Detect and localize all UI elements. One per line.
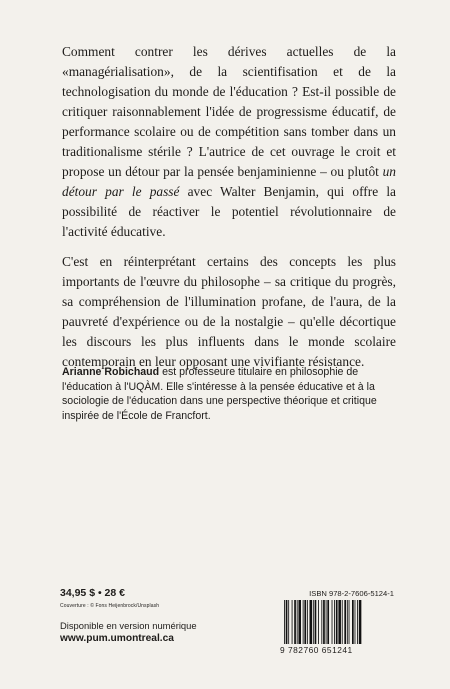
author-bio-text: est professeure titulaire en philosophie de l'éducation à l'UQÀM. Elle s'intéresse à la pensée éducative et à la sociologie de l'éducation dans une perspective théorique et critique inspirée de l'École de Francfort. <box>62 366 377 422</box>
barcode-bar <box>344 600 346 644</box>
barcode-bar <box>292 600 293 644</box>
author-bio <box>62 365 396 423</box>
barcode-icon <box>280 600 394 648</box>
barcode-bar <box>326 600 327 644</box>
barcode-bar <box>357 600 358 644</box>
blurb-text <box>62 42 396 372</box>
barcode-bar <box>321 600 322 644</box>
barcode-bar <box>294 600 296 644</box>
barcode-bar <box>303 600 304 644</box>
barcode-bar <box>284 600 285 644</box>
barcode-bar <box>307 600 308 644</box>
barcode-bar <box>359 600 362 644</box>
barcode-bar <box>338 600 341 644</box>
blurb-paragraph-2: C'est en réinterprétant certains des concepts les plus importants de l'œuvre du philosophe – sa critique du progrès, sa compréhension de l'illumination profane, de l'aura, de la pauvreté d'expérience ou de la nostalgie – qu'elle décortique les discours les plus influents dans le monde scolaire contemporain en leur opposant une vivifiante résistance. <box>62 254 396 369</box>
publisher-url: www.pum.umontreal.ca <box>60 632 174 644</box>
barcode-bar <box>336 600 338 644</box>
barcode-bar <box>297 600 298 644</box>
barcode-bar <box>288 600 289 644</box>
price: 34,95 $ • 28 € <box>60 587 125 599</box>
barcode-bar <box>334 600 335 644</box>
barcode-bar <box>286 600 288 644</box>
barcode-bar <box>332 600 333 644</box>
barcode-bar <box>323 600 325 644</box>
barcode-bar <box>327 600 329 644</box>
availability-text: Disponible en version numérique <box>60 620 197 631</box>
barcode-digits: 9 782760 651241 <box>280 645 353 655</box>
barcode-bar <box>352 600 354 644</box>
barcode-bar <box>349 600 350 644</box>
barcode-bar <box>315 600 317 644</box>
author-name: Arianne Robichaud <box>62 366 160 378</box>
isbn-label: ISBN 978-2-7606-5124-1 <box>309 589 394 598</box>
blurb-paragraph-1-end: avec Walter Benjamin, qui offre la possibilité de réactiver le potentiel révolutionnaire de l'activité éducative. <box>62 184 396 239</box>
barcode-bar <box>355 600 356 644</box>
barcode-bar <box>310 600 313 644</box>
barcode-bar <box>347 600 348 644</box>
blurb-paragraph-1-start: Comment contrer les dérives actuelles de la «managérialisation», de la scientifisation et de la technologisation du monde de l'éducation ? Est-il possible de critiquer raisonnablement l'idée de progressisme éducatif, de performance scolaire ou de compétition sans tomber dans un traditionalisme stérile ? L'autrice de cet ouvrage le croit et propose un détour par la pensée benjaminienne – ou plutôt <box>62 44 396 179</box>
availability-block <box>60 620 197 645</box>
blurb-paragraph-1 <box>62 42 396 242</box>
barcode-bar <box>342 600 343 644</box>
barcode-bar <box>298 600 301 644</box>
barcode-bar <box>304 600 306 644</box>
barcode-bar <box>318 600 319 644</box>
barcode-bar <box>313 600 314 644</box>
blurb-emphasis: un détour par le passé <box>62 164 396 199</box>
cover-credit: Couverture : © Fons Heijenbrock/Unsplash <box>60 603 160 609</box>
